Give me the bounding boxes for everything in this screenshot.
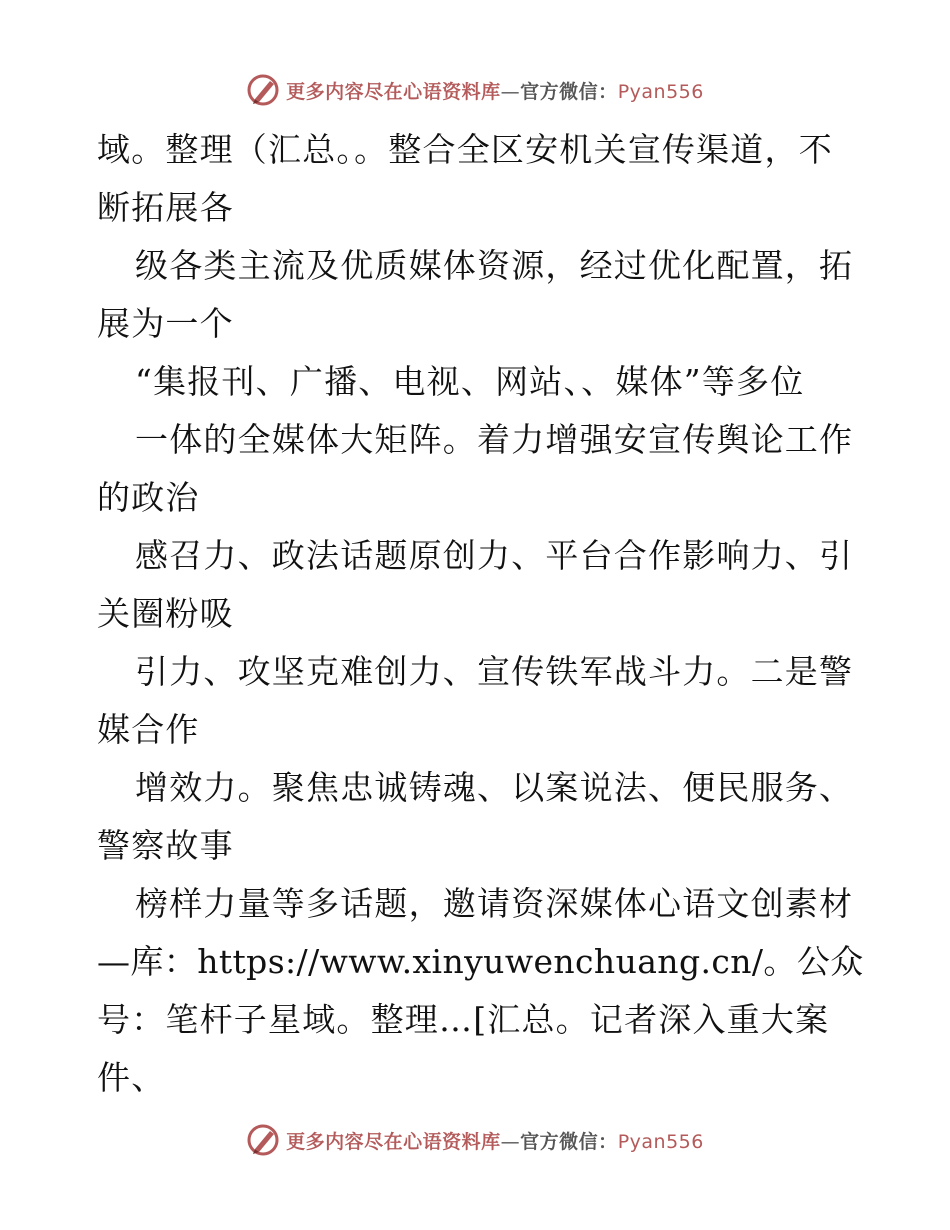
document-body <box>97 121 864 1107</box>
body-line: “集报刊、广播、电视、网站、、媒体”等多位 <box>135 362 805 401</box>
watermark-wechat-id: Pyan556 <box>617 80 704 103</box>
body-line: 的政治 <box>97 478 200 517</box>
header-watermark <box>0 70 950 110</box>
body-line: 域。整理（汇总。。整合全区安机关宣传渠道，不 <box>97 130 833 169</box>
body-line: 号：笔杆子星域。整理…[汇总。记者深入重大案 <box>97 1000 830 1039</box>
pen-seal-icon <box>246 1123 280 1157</box>
body-line: 警察故事 <box>97 826 234 865</box>
watermark-separator: — <box>500 80 521 103</box>
body-line: 关圈粉吸 <box>97 594 234 633</box>
body-line: 媒合作 <box>97 710 200 749</box>
body-line: 引力、攻坚克难创力、宣传铁军战斗力。二是警 <box>135 652 854 691</box>
body-line: 增效力。聚焦忠诚铸魂、以案说法、便民服务、 <box>135 768 854 807</box>
watermark-main-text: 更多内容尽在心语资料库 <box>286 80 501 103</box>
body-line: 件、 <box>97 1058 166 1097</box>
body-line: 感召力、政法话题原创力、平台合作影响力、引 <box>135 536 854 575</box>
watermark-label: 官方微信： <box>520 1130 618 1153</box>
body-line: 级各类主流及优质媒体资源，经过优化配置，拓 <box>135 246 854 285</box>
footer-watermark <box>0 1120 950 1160</box>
body-line: 断拓展各 <box>97 188 234 227</box>
watermark-main-text: 更多内容尽在心语资料库 <box>286 1130 501 1153</box>
watermark-wechat-id: Pyan556 <box>617 1130 704 1153</box>
body-line: 一体的全媒体大矩阵。着力增强安宣传舆论工作 <box>135 420 854 459</box>
watermark-separator: — <box>500 1130 521 1153</box>
body-line: 展为一个 <box>97 304 234 343</box>
body-line: —库：https://www.xinyuwenchuang.cn/。公众 <box>97 942 864 981</box>
body-line: 榜样力量等多话题，邀请资深媒体心语文创素材 <box>135 884 854 923</box>
watermark-label: 官方微信： <box>520 80 618 103</box>
pen-seal-icon <box>246 73 280 107</box>
